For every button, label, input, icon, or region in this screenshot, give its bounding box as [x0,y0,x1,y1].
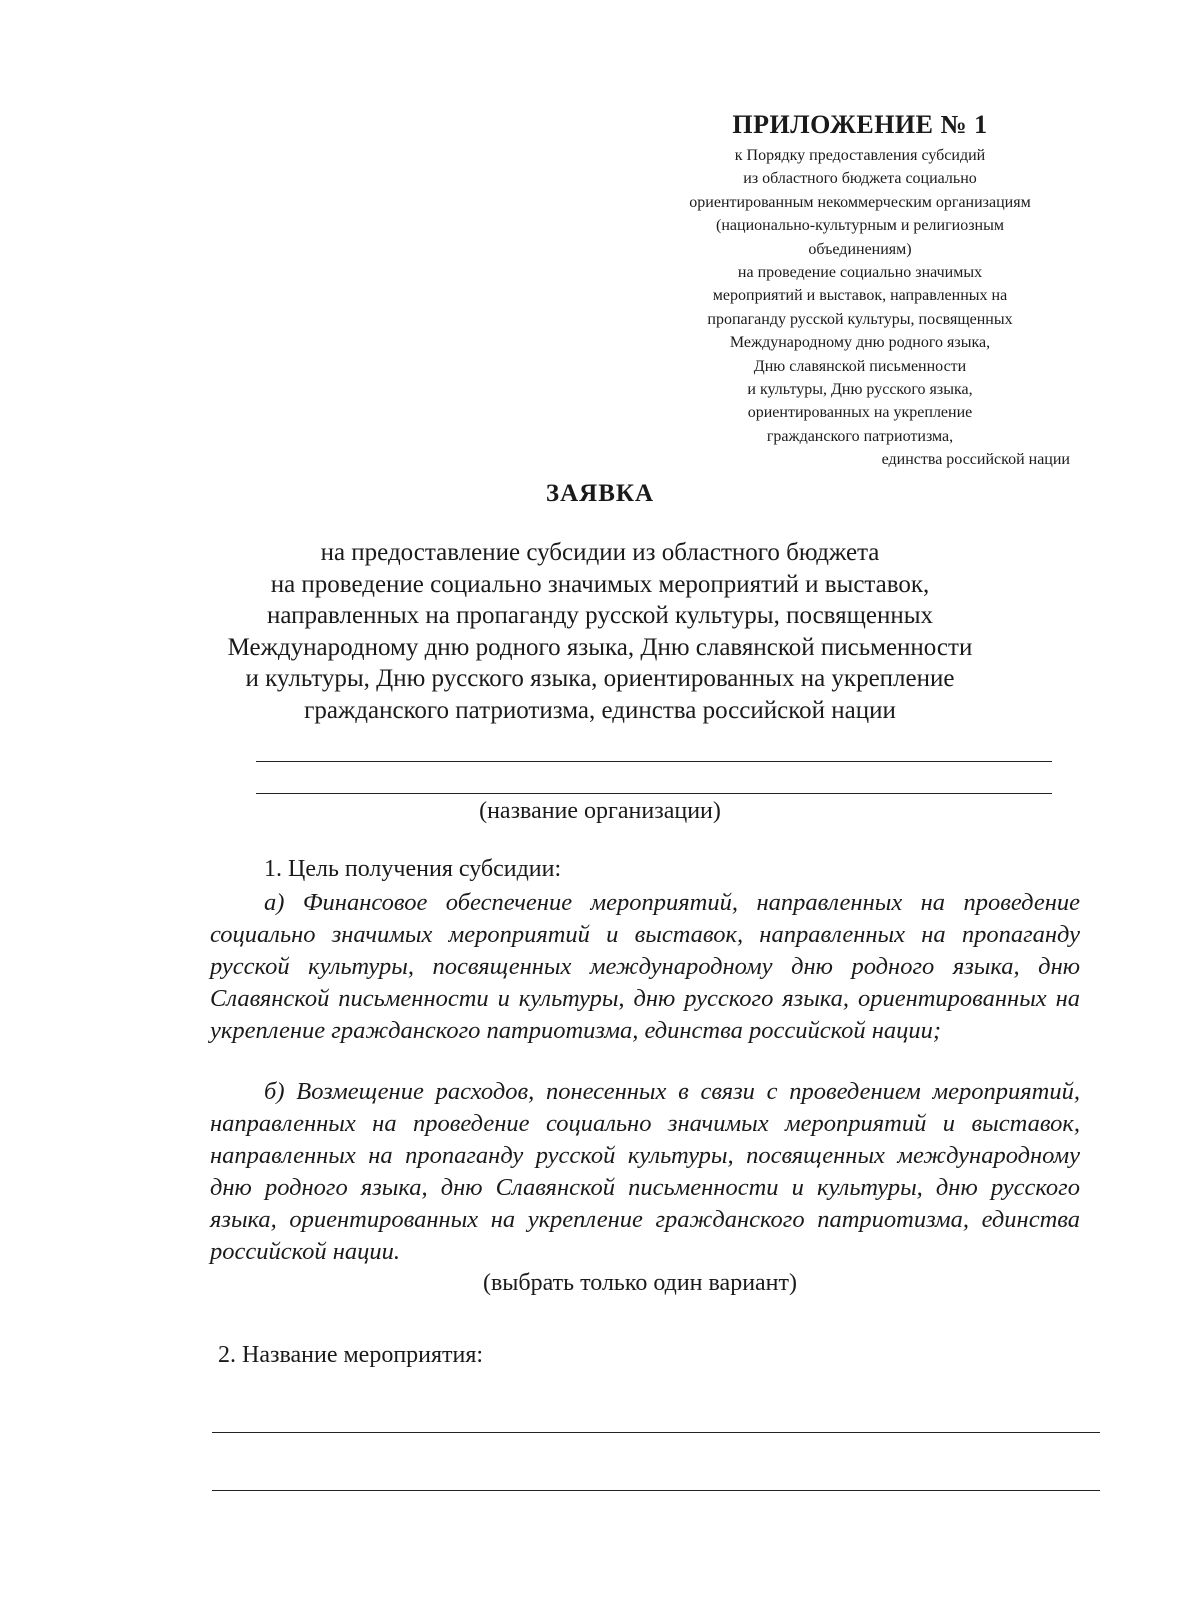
appendix-line: ориентированных на укрепление [747,404,973,422]
appendix-line: единства российской нации [881,451,1070,469]
section-2-title: 2. Название мероприятия: [218,1342,484,1368]
subtitle-line: Международному дню родного языка, Дню славянской письменности [227,633,973,661]
section-1-title: 1. Цель получения субсидии: [264,856,562,882]
subtitle-line: на проведение социально значимых мероприятий и выставок, [270,570,930,598]
option-a-text: а) Финансовое обеспечение мероприятий, направленных на проведение социально значимых мероприятий и выставок, направленных на пропаганду русской культуры, посвященных международному дню родного языка, дню Славянской письменности и культуры, дню русского языка, ориентированных на укрепление гражданского патриотизма, единства российской нации; [210,889,1080,1044]
choose-one-note: (выбрать только один вариант) [482,1270,798,1296]
appendix-line: мероприятий и выставок, направленных на [712,287,1008,305]
appendix-line: (национально-культурным и религиозным [716,217,1004,235]
appendix-line: гражданского патриотизма, [766,427,954,445]
appendix-title: ПРИЛОЖЕНИЕ № 1 [732,110,988,139]
application-subtitle [180,537,1020,726]
appendix-line: ориентированным некоммерческим организациям [689,193,1031,211]
appendix-line: к Порядку предоставления субсидий [734,147,986,164]
event-name-fill-line[interactable] [212,1490,1100,1491]
appendix-line: пропаганду русской культуры, посвященных [707,310,1013,328]
appendix-line: из областного бюджета социально [743,170,977,188]
option-b-text: б) Возмещение расходов, понесенных в связи с проведением мероприятий, направленных на проведение социально значимых мероприятий и выставок, направленных на пропаганду русской культуры, посвященных международному дню родного языка, дню Славянской письменности и культуры, дню русского языка, ориентированных на укрепление гражданского патриотизма, единства российской нации. [210,1078,1080,1265]
org-name-fill-line[interactable] [256,761,1052,762]
appendix-line: на проведение социально значимых [737,264,983,282]
subtitle-line: и культуры, Дню русского языка, ориентированных на укрепление [245,665,955,692]
appendix-line: объединениям) [808,240,912,258]
application-title: ЗАЯВКА [545,480,655,507]
appendix-line: Международному дню родного языка, [729,334,991,352]
subtitle-line: направленных на пропаганду русской культуры, посвященных [266,602,934,629]
appendix-header [640,108,1080,472]
subtitle-line: на предоставление субсидии из областного бюджета [320,539,880,566]
appendix-line: Дню славянской письменности [753,357,967,375]
org-name-caption: (название организации) [479,798,721,824]
subtitle-line: гражданского патриотизма, единства российской нации [304,696,896,724]
event-name-fill-line[interactable] [212,1432,1100,1433]
appendix-line: и культуры, Дню русского языка, [747,381,973,399]
org-name-fill-line[interactable] [256,793,1052,794]
